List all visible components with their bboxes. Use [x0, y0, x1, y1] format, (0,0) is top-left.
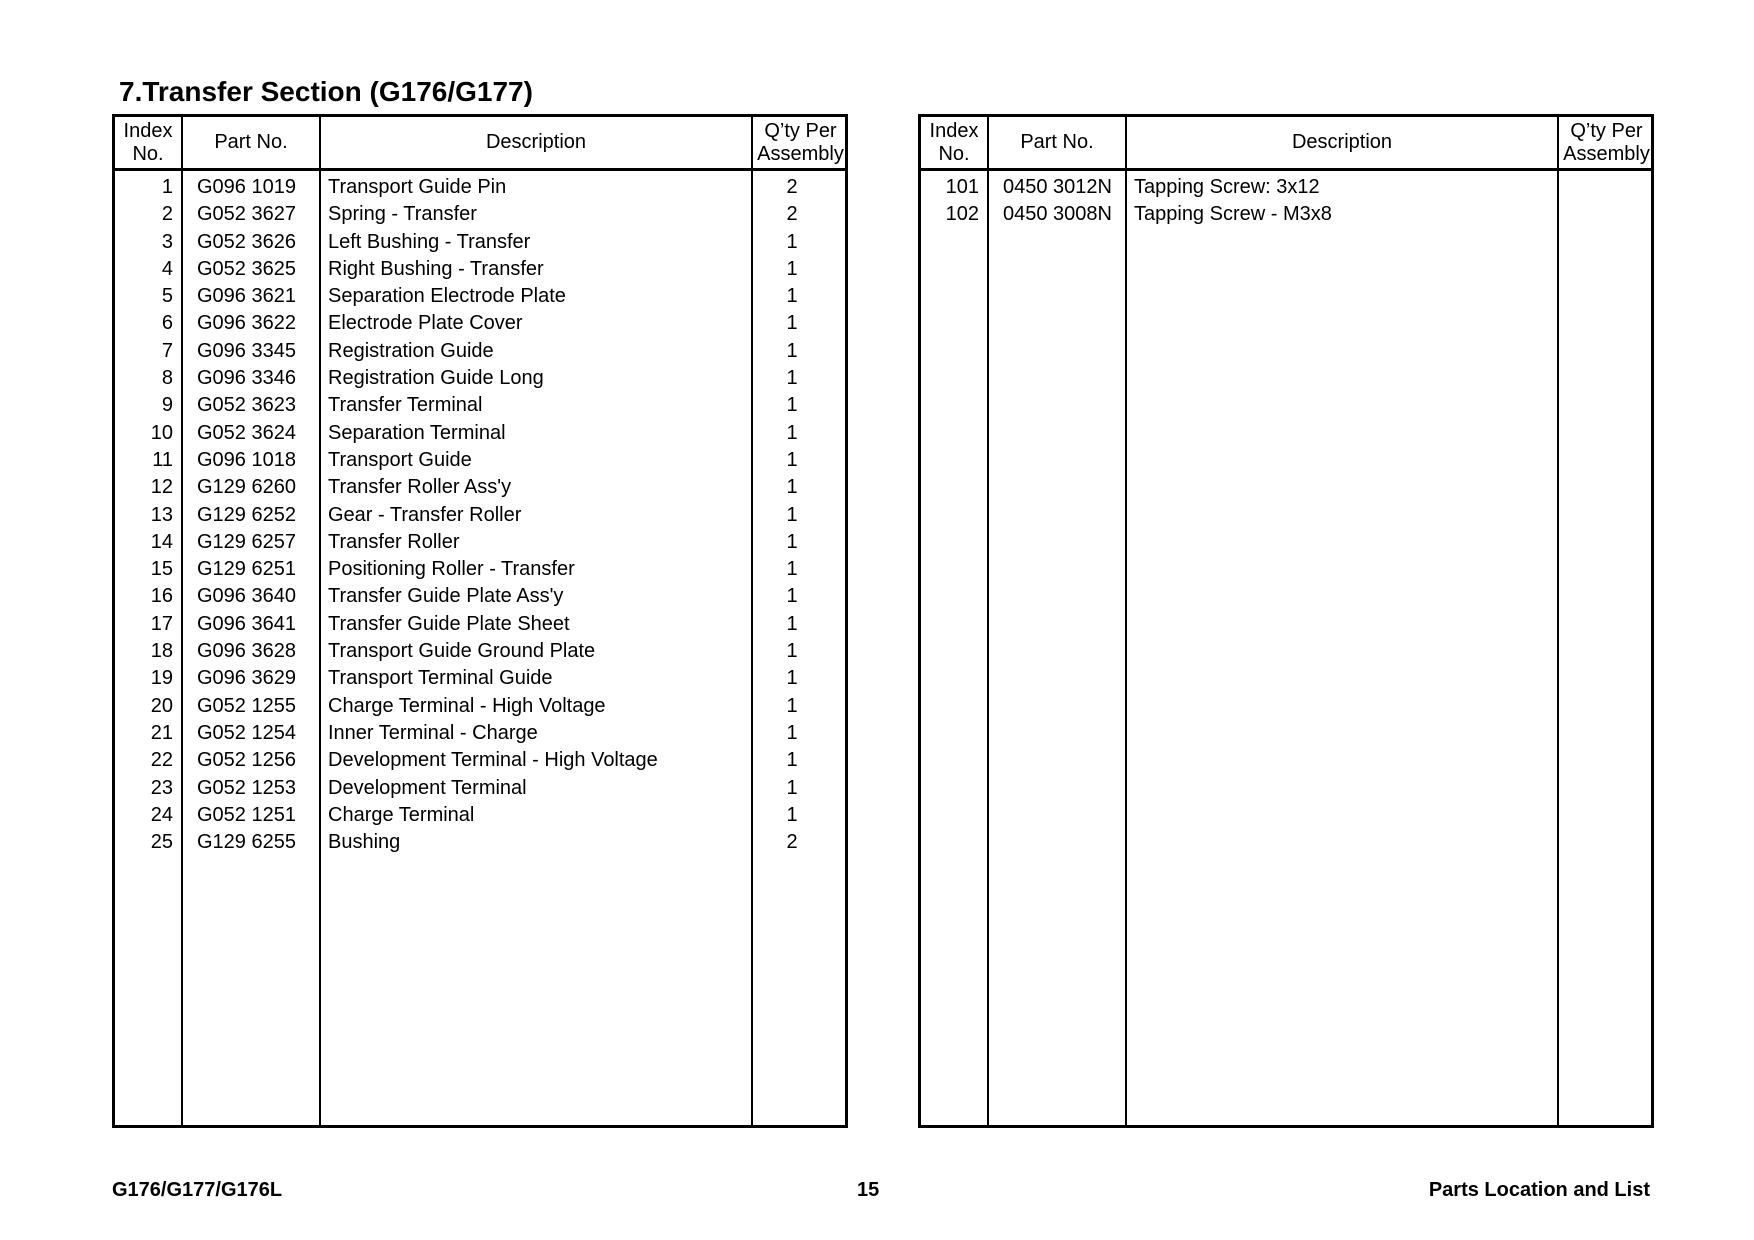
table-row — [115, 665, 845, 692]
index-cell: 1 — [161, 176, 173, 198]
description-cell: Charge Terminal - High Voltage — [328, 694, 606, 717]
index-cell: 20 — [150, 694, 173, 717]
table-row — [115, 392, 845, 419]
part-no-cell: G052 1256 — [197, 749, 296, 772]
index-cell: 24 — [150, 803, 173, 826]
table-row — [115, 256, 845, 283]
part-no-cell: G096 3346 — [197, 367, 296, 390]
table-row — [115, 447, 845, 474]
table-row — [115, 556, 845, 583]
description-cell: Transfer Roller Ass'y — [328, 476, 512, 499]
table-row — [115, 693, 845, 720]
index-cell: 23 — [150, 776, 173, 799]
description-cell: Gear - Transfer Roller — [328, 503, 522, 526]
qty-cell: 1 — [786, 230, 798, 253]
part-no-cell: G096 3622 — [197, 312, 296, 335]
table-row — [921, 201, 1651, 228]
part-no-cell: G096 1018 — [197, 448, 296, 471]
index-cell: 12 — [150, 476, 173, 499]
part-no-cell: G129 6260 — [197, 476, 296, 499]
table-row — [115, 638, 845, 665]
description-cell: Registration Guide — [328, 339, 494, 362]
description-cell: Transfer Terminal — [328, 394, 483, 417]
table-header — [921, 117, 1651, 171]
qty-cell: 1 — [786, 667, 798, 690]
header-index — [115, 117, 181, 168]
description-cell: Transfer Roller — [328, 530, 460, 553]
part-no-cell: G096 3628 — [197, 640, 296, 663]
part-no-cell: G096 3621 — [197, 285, 296, 308]
description-cell: Separation Terminal — [328, 421, 506, 444]
part-no-cell: G096 3640 — [197, 585, 296, 608]
index-cell: 102 — [945, 203, 979, 226]
footer-section: Parts Location and List — [1428, 1179, 1650, 1201]
qty-cell: 1 — [786, 503, 798, 526]
part-no-cell: G052 1255 — [197, 694, 296, 717]
description-cell: Electrode Plate Cover — [328, 312, 523, 335]
table-body — [921, 174, 1651, 229]
qty-cell: 1 — [786, 394, 798, 417]
qty-cell: 2 — [786, 176, 798, 198]
description-cell: Separation Electrode Plate — [328, 285, 566, 308]
qty-cell: 1 — [786, 448, 798, 471]
description-cell: Transport Guide Ground Plate — [328, 640, 596, 663]
qty-cell: 1 — [786, 367, 798, 390]
index-cell: 6 — [161, 312, 173, 335]
qty-cell: 1 — [786, 749, 798, 772]
qty-cell: 1 — [786, 585, 798, 608]
qty-cell: 1 — [786, 285, 798, 308]
index-cell: 17 — [150, 612, 173, 635]
part-no-cell: G052 3625 — [197, 257, 296, 280]
page-title: 7.Transfer Section (G176/G177) — [119, 76, 533, 107]
header-description: Description — [485, 131, 587, 153]
description-cell: Spring - Transfer — [328, 203, 477, 226]
header-index — [921, 117, 987, 168]
description-cell: Registration Guide Long — [328, 367, 544, 390]
part-no-cell: G096 1019 — [197, 176, 296, 198]
table-row — [115, 747, 845, 774]
part-no-cell: G096 3641 — [197, 612, 296, 635]
header-part-no: Part No. — [214, 131, 288, 153]
index-cell: 15 — [150, 558, 173, 581]
description-cell: Charge Terminal — [328, 803, 475, 826]
table-row — [115, 583, 845, 610]
index-cell: 2 — [161, 203, 173, 226]
description-cell: Transport Terminal Guide — [328, 667, 553, 690]
column-divider — [987, 117, 989, 1125]
qty-cell: 1 — [786, 530, 798, 553]
description-cell: Right Bushing - Transfer — [328, 257, 544, 280]
header-qty-line1: Q’ty Per — [764, 119, 837, 142]
qty-cell: 1 — [786, 339, 798, 362]
index-cell: 11 — [152, 448, 173, 471]
header-qty-line2: Assembly — [1563, 142, 1650, 165]
qty-cell: 1 — [786, 257, 798, 280]
part-no-cell: G129 6251 — [197, 558, 296, 581]
part-no-cell: G096 3345 — [197, 339, 296, 362]
index-cell: 3 — [161, 230, 173, 253]
index-cell: 25 — [150, 831, 173, 854]
header-description: Description — [1291, 131, 1393, 153]
description-cell: Positioning Roller - Transfer — [328, 558, 575, 581]
table-row — [115, 283, 845, 310]
index-cell: 14 — [150, 530, 173, 553]
qty-cell: 1 — [786, 476, 798, 499]
table-row — [115, 420, 845, 447]
table-row — [115, 174, 845, 201]
qty-cell: 1 — [786, 640, 798, 663]
header-qty-line2: Assembly — [757, 142, 844, 165]
footer-model: G176/G177/G176L — [112, 1179, 283, 1201]
description-cell: Transfer Guide Plate Sheet — [328, 612, 570, 635]
qty-cell: 1 — [786, 612, 798, 635]
table-row — [115, 720, 845, 747]
qty-cell: 2 — [786, 203, 798, 226]
index-cell: 10 — [150, 421, 173, 444]
table-row — [115, 201, 845, 228]
table-row — [115, 611, 845, 638]
qty-cell: 1 — [786, 421, 798, 444]
description-cell: Inner Terminal - Charge — [328, 721, 538, 744]
index-cell: 13 — [150, 503, 173, 526]
index-cell: 21 — [150, 721, 173, 744]
part-no-cell: G096 3629 — [197, 667, 296, 690]
description-cell: Transport Guide Pin — [328, 176, 507, 198]
index-cell: 101 — [945, 176, 979, 198]
index-cell: 7 — [161, 339, 173, 362]
part-no-cell: G052 1253 — [197, 776, 296, 799]
qty-cell: 1 — [786, 776, 798, 799]
description-cell: Development Terminal - High Voltage — [328, 749, 658, 772]
index-cell: 5 — [161, 285, 173, 308]
header-index-line1: Index — [929, 119, 979, 142]
qty-cell: 2 — [786, 831, 798, 854]
part-no-cell: G129 6255 — [197, 831, 296, 854]
index-cell: 9 — [161, 394, 173, 417]
table-row — [115, 529, 845, 556]
header-part-no: Part No. — [1020, 131, 1094, 153]
header-index-line1: Index — [123, 119, 173, 142]
description-cell: Tapping Screw - M3x8 — [1134, 203, 1332, 226]
part-no-cell: G052 1254 — [197, 721, 296, 744]
table-row — [115, 229, 845, 256]
part-no-cell: G052 1251 — [197, 803, 296, 826]
qty-cell: 1 — [786, 312, 798, 335]
table-row — [115, 502, 845, 529]
description-cell: Left Bushing - Transfer — [328, 230, 531, 253]
table-header — [115, 117, 845, 171]
header-index-line2: No. — [132, 142, 164, 165]
table-row — [921, 174, 1651, 201]
column-divider — [1557, 117, 1559, 1125]
table-row — [115, 802, 845, 829]
index-cell: 22 — [150, 749, 173, 772]
parts-table-right — [918, 114, 1654, 1128]
table-row — [115, 338, 845, 365]
header-index-line2: No. — [938, 142, 970, 165]
header-qty — [1559, 117, 1654, 168]
qty-cell: 1 — [786, 694, 798, 717]
table-body — [115, 174, 845, 856]
description-cell: Bushing — [328, 831, 401, 854]
part-no-cell: G052 3624 — [197, 421, 296, 444]
table-row — [115, 365, 845, 392]
part-no-cell: G129 6252 — [197, 503, 296, 526]
index-cell: 16 — [150, 585, 173, 608]
table-row — [115, 775, 845, 802]
description-cell: Transfer Guide Plate Ass'y — [328, 585, 564, 608]
qty-cell: 1 — [786, 558, 798, 581]
part-no-cell: G052 3627 — [197, 203, 296, 226]
description-cell: Transport Guide — [328, 448, 472, 471]
qty-cell — [1559, 201, 1637, 228]
qty-cell: 1 — [786, 803, 798, 826]
part-no-cell: G052 3623 — [197, 394, 296, 417]
table-row — [115, 310, 845, 337]
index-cell: 18 — [150, 640, 173, 663]
part-no-cell: 0450 3012N — [1003, 176, 1112, 198]
index-cell: 4 — [161, 257, 173, 280]
index-cell: 8 — [161, 367, 173, 390]
part-no-cell: G052 3626 — [197, 230, 296, 253]
table-row — [115, 474, 845, 501]
header-qty — [753, 117, 848, 168]
index-cell: 19 — [150, 667, 173, 690]
qty-cell — [1559, 174, 1637, 201]
column-divider — [1125, 117, 1127, 1125]
qty-cell: 1 — [786, 721, 798, 744]
part-no-cell: 0450 3008N — [1003, 203, 1112, 226]
header-qty-line1: Q’ty Per — [1570, 119, 1643, 142]
description-cell: Development Terminal — [328, 776, 527, 799]
footer-page-number: 15 — [857, 1179, 880, 1201]
table-row — [115, 829, 845, 856]
parts-table-left — [112, 114, 848, 1128]
description-cell: Tapping Screw: 3x12 — [1134, 176, 1320, 198]
part-no-cell: G129 6257 — [197, 530, 296, 553]
